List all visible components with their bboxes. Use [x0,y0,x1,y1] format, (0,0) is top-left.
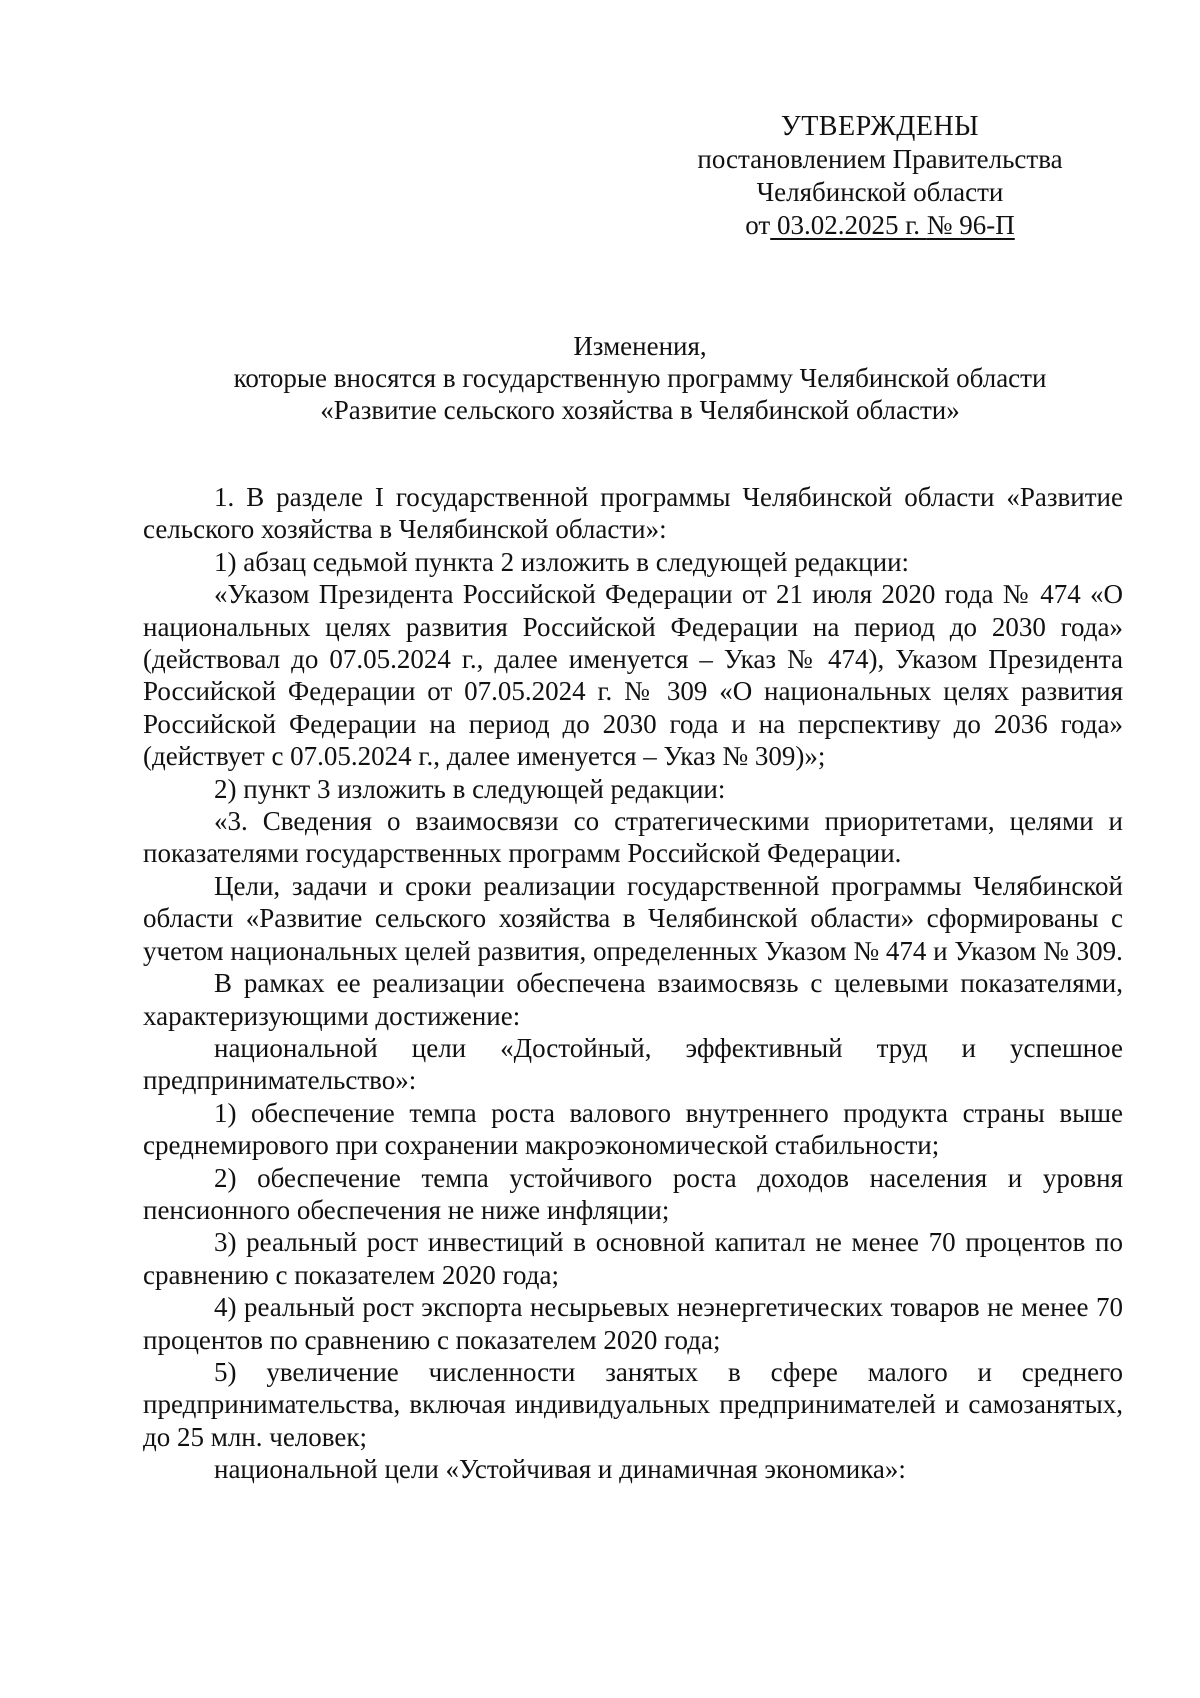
approval-heading: УТВЕРЖДЕНЫ [780,111,980,142]
title-line-1: Изменения, [573,331,707,361]
list-item-income: 2) обеспечение темпа устойчивого роста доходов населения и уровня пенсионного обеспечения не ниже инфляции; [143,1162,1123,1225]
paragraph-section-1: 1. В разделе I государственной программы Челябинской области «Развитие сельского хозяйства в Челябинской области»: [143,482,1123,545]
paragraph-point-3: «3. Сведения о взаимосвязи со стратегическими приоритетами, целями и показателями государственных программ Российской Федерации. [143,806,1123,869]
document-title [150,330,1130,426]
approval-line-region: Челябинской области [756,177,1004,207]
approval-date-prefix: от [745,210,771,240]
paragraph-item-1: 1) абзац седьмой пункта 2 изложить в следующей редакции: [214,546,910,577]
document-body [143,481,1123,1486]
list-item-gdp: 1) обеспечение темпа роста валового внутреннего продукта страны выше среднемирового при сохранении макроэкономической стабильности; [143,1097,1123,1161]
paragraph-decree-quote: «Указом Президента Российской Федерации от 21 июля 2020 года № 474 «О национальных целях развития Российской Федерации на период до 2030 года» (действовал до 07.05.2024 г., далее именуется – Указ № 474), Указом Президента Российской Федерации от 07.05.2024 г. № 309 «О национальных целях развития Российской Федерации на период до 2030 года и на перспективу до 2036 года» (действует с 07.05.2024 г., далее именуется – Указ № 309)»; [143,579,1123,772]
list-item-export: 4) реальный рост экспорта несырьевых неэнергетических товаров не менее 70 процентов по сравнению с показателем 2020 года; [143,1292,1123,1355]
paragraph-goals: Цели, задачи и сроки реализации государственной программы Челябинской области «Развитие сельского хозяйства в Челябинской области» сформированы с учетом национальных целей развития, определенных Указом № 474 и Указом № 309. [143,870,1123,966]
approval-line-government: постановлением Правительства [697,144,1063,174]
title-line-3: «Развитие сельского хозяйства в Челябинской области» [320,395,960,425]
approval-stamp-block [640,110,1120,242]
list-item-employment: 5) увеличение численности занятых в сфере малого и среднего предпринимательства, включая индивидуальных предпринимателей и самозанятых, до 25 млн. человек; [143,1356,1123,1452]
paragraph-national-goal-2: национальной цели «Устойчивая и динамичная экономика»: [214,1454,906,1485]
title-line-2: которые вносятся в государственную программу Челябинской области [233,363,1047,393]
paragraph-item-2: 2) пункт 3 изложить в следующей редакции: [214,773,726,804]
approval-number: № 96-П [926,210,1015,240]
approval-date-line [640,209,1120,242]
paragraph-framework: В рамках ее реализации обеспечена взаимосвязь с целевыми показателями, характеризующими достижение: [143,968,1123,1031]
list-item-investment: 3) реальный рост инвестиций в основной капитал не менее 70 процентов по сравнению с показателем 2020 года; [143,1227,1123,1290]
paragraph-national-goal-1: национальной цели «Достойный, эффективный труд и успешное предпринимательство»: [143,1032,1123,1096]
approval-date: 03.02.2025 г. [770,210,927,240]
